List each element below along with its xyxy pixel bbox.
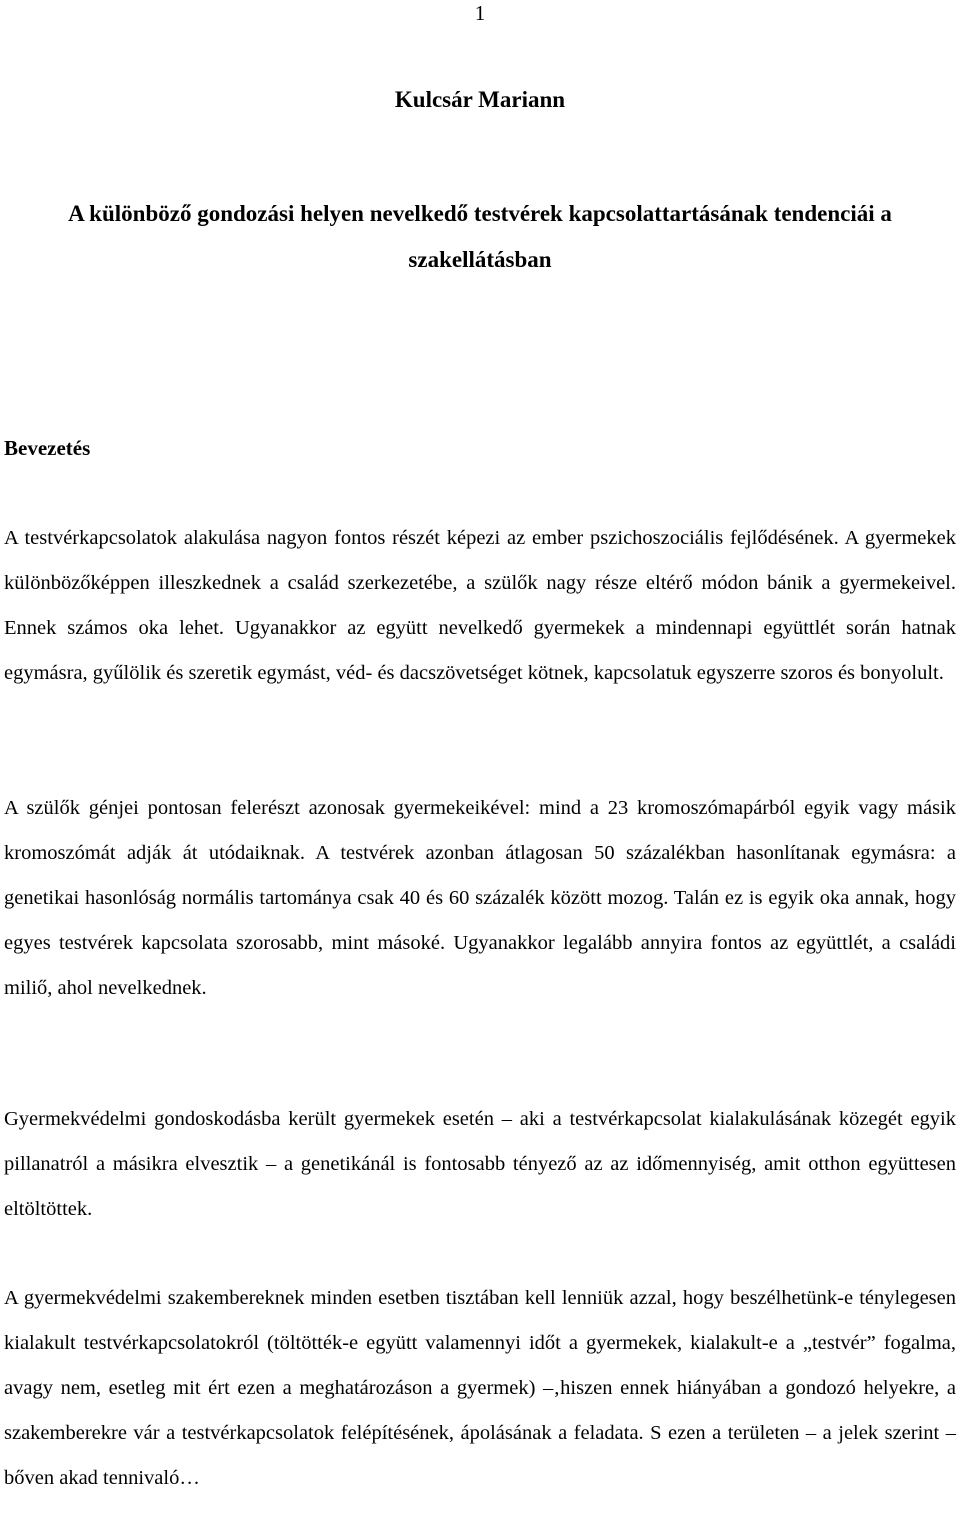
page-number: 1 (474, 1, 486, 25)
paragraph-2: A szülők génjei pontosan felerészt azonosak gyermekeikével: mind a 23 kromoszómapárból egyik vagy másik kromoszómát adják át utódaiknak. A testvérek azonban átlagosan 50 százalékban hasonlítanak egymásra: a genetikai hasonlóság normális tartománya csak 40 és 60 százalék között mozog. Talán ez is egyik oka annak, hogy egyes testvérek kapcsolata szorosabb, mint másoké. Ugyanakkor legalább annyira fontos az együttlét, a családi miliő, ahol nevelkednek. (4, 796, 956, 999)
document-title: A különböző gondozási helyen nevelkedő testvérek kapcsolattartásának tendenciái a szakellátásban (68, 201, 892, 273)
paragraph-1: A testvérkapcsolatok alakulása nagyon fontos részét képezi az ember pszichoszociális fejlődésének. A gyermekek különbözőképpen illeszkednek a család szerkezetébe, a szülők nagy része eltérő módon bánik a gyermekeivel. Ennek számos oka lehet. Ugyanakkor az együtt nevelkedő gyermekek a mindennapi együttlét során hatnak egymásra, gyűlölik és szeretik egymást, véd- és dacszövetséget kötnek, kapcsolatuk egyszerre szoros és bonyolult. (4, 526, 956, 684)
paragraph-4: A gyermekvédelmi szakembereknek minden esetben tisztában kell lenniük azzal, hogy beszélhetünk-e ténylegesen kialakult testvérkapcsolatokról (töltötték-e együtt valamennyi időt a gyermekek, kialakult-e a „testvér” fogalma, avagy nem, esetleg mit ért ezen a meghatározáson a gyermek) –‚hiszen ennek hiányában a gondozó helyekre, a szakemberekre vár a testvérkapcsolatok felépítésének, ápolásának a feladata. S ezen a területen – a jelek szerint – bőven akad tennivaló… (4, 1286, 956, 1489)
paragraph-3: Gyermekvédelmi gondoskodásba került gyermekek esetén – aki a testvérkapcsolat kialakulásának közegét egyik pillanatról a másikra elvesztik – a genetikánál is fontosabb tényező az az időmennyiség, amit otthon együttesen eltöltöttek. (4, 1107, 956, 1220)
section-heading: Bevezetés (4, 436, 91, 460)
author-name: Kulcsár Mariann (394, 87, 566, 113)
